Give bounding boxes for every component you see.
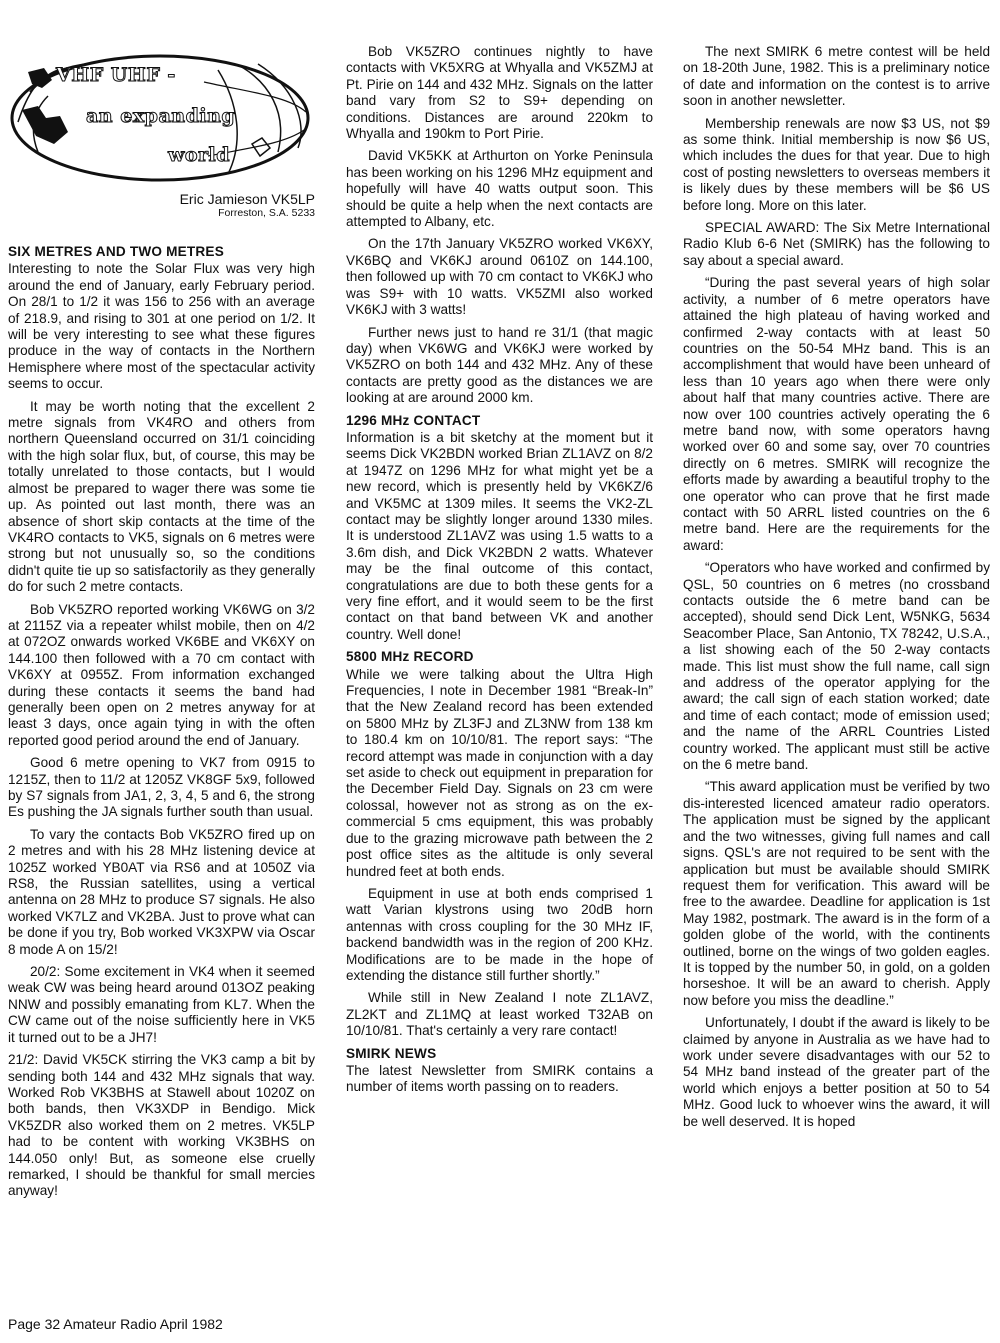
section-heading-5800-mhz: 5800 MHz RECORD [346, 649, 474, 665]
paragraph: Bob VK5ZRO continues nightly to have contacts with VK5XRG at Whyalla and VK5ZMJ at Pt. Pirie on 144 and 432 MHz. Signals on the latter band vary from S2 to S9+ depending on conditions. Distances are around 220km to Whyalla and 190km to Port Pirie. [346, 44, 653, 142]
column-logo [8, 52, 312, 184]
logo-line-1: VHF UHF - [56, 64, 176, 86]
paragraph: Information is a bit sketchy at the moment but it seems Dick VK2BDN worked Brian ZL1AVZ on 8/2 at 1947Z on 1296 MHz for what might yet be a new record, which is presently held by VK6KZ/6 and VK5MC at 1309 miles. It seems the VK2-ZL contact may be slightly longer around 1330 miles. It is understood ZL1AVZ was using 1.5 watts to a 3.6m dish, and Dick VK2BDN 2 watts. Whatever may be the final outcome of this contact, congratulations are due to both these gents for a very fine effort, and it would seem to be the first contact on that band between VK and another country. Well done! [346, 429, 653, 642]
author-name: Eric Jamieson VK5LP [179, 191, 315, 207]
column-2 [346, 44, 653, 1102]
paragraph: Further news just to hand re 31/1 (that magic day) when VK6WG and VK6KJ were worked by VK5ZRO on both 144 and 432 MHz. Any of these contacts are pretty good as the distances we are looking at are around 2000 km. [346, 324, 653, 406]
byline [150, 191, 315, 219]
paragraph: SPECIAL AWARD: The Six Metre International Radio Klub 6-6 Net (SMIRK) has the following to say about a special award. [683, 220, 990, 268]
logo-line-3: world [168, 144, 231, 166]
column-3 [683, 44, 990, 1136]
paragraph: While we were talking about the Ultra High Frequencies, I note in December 1981 “Break-In” that the New Zealand record has been extended on 5800 MHz by ZL3FJ and ZL3NW from 138 km to 180.4 km on 10/10/81. The report says: “The record attempt was made in conjunction with a day set aside to check out equipment in preparation for the December Field Day. Signals on 23 cm were colossal, however not as strong as on the ex-commercial 5 cms equipment, this was probably due to the grazing microwave path between the 2 post office sites as the altitude is only several hundred feet at both ends. [346, 666, 653, 879]
page-footer: Page 32 Amateur Radio April 1982 [8, 1316, 223, 1332]
author-location: Forreston, S.A. 5233 [218, 207, 315, 219]
paragraph: The latest Newsletter from SMIRK contains a number of items worth passing on to readers. [346, 1062, 653, 1095]
paragraph: Bob VK5ZRO reported working VK6WG on 3/2 at 2115Z via a repeater whilst mobile, then on 4/2 at 072OZ onwards worked VK6BE and VK6XY on 144.100 then followed with a 70 cm contact with VK6XY at 0955Z. From information exchanged during these contacts it seems the band had generally been open on 2 metres anyway for at least 3 days, once again tying in with the often reported good period around the end of January. [8, 601, 315, 748]
paragraph: “Operators who have worked and confirmed by QSL, 50 countries on 6 metres (no crossband contacts outside the 6 metre band can be accepted), should send Dick Lent, W5NKG, 5634 Seacomber Place, San Antonio, TX 78242, U.S.A., a list showing each of the 50 2-way contacts made. This list must show the full name, call sign and address of the operator applying for the award; the call sign of each station worked; date and time of each contact; mode of emission used; and the name of the ARRL Countries Listed country worked. The applicant must still be active on the 6 metre band. [683, 560, 990, 773]
paragraph: Equipment in use at both ends comprised 1 watt Varian klystrons using two 20dB horn antennas with cross coupling for the 30 MHz IF, backend bandwidth was in the region of 200 KHz. Modifications are to be made in the hope of extending the distance still further shortly.” [346, 885, 653, 983]
paragraph: “During the past several years of high solar activity, a number of 6 metre operators have attained the high plateau of having worked and confirmed 2-way contacts with at least 50 countries on the 50-54 MHz band. This is an accomplishment that would have been unheard of less than 10 years ago when there were only about half that many countries active. There are now over 100 countries actively operating the 6 metre band now, with some operators havng worked over 60 and some say, over 70 countries directly on 6 metres. SMIRK will recognize the efforts made by awarding a beautiful trophy to the one operator who can prove that he first made contact with 50 ARRL listed countries on the 6 metre band. Here are the requirements for the award: [683, 275, 990, 553]
paragraph: Membership renewals are now $3 US, not $9 as some think. Initial membership is now $6 US, which includes the dues for that year. Due to high cost of posting newsletters to overseas members it is likely dues by these members will be $6 US before long. More on this later. [683, 115, 990, 213]
paragraph: Good 6 metre opening to VK7 from 0915 to 1215Z, then to 11/2 at 1205Z VK8GF 5x9, followed by S7 signals from JA1, 2, 3, 4, 5 and 6, the strong Es pushing the JA signals further south than usual. [8, 755, 315, 820]
paragraph: David VK5KK at Arthurton on Yorke Peninsula has been working on his 1296 MHz equipment and hopefully will have 40 watts output soon. This should be quite a help when the next contacts are attempted to Albany, etc. [346, 148, 653, 230]
section-heading-smirk-news: SMIRK NEWS [346, 1045, 437, 1061]
paragraph: 20/2: Some excitement in VK4 when it seemed weak CW was being heard around 013OZ peaking NNW and possibly emanating from KL7. When the CW came out of the noise sufficiently here in VK5 it turned out to be a JH7! [8, 964, 315, 1045]
paragraph: On the 17th January VK5ZRO worked VK6XY, VK6BQ and VK6KJ around 0610Z on 144.100, then followed up with 70 cm contact to VK6KJ who was S9+ with 10 watts. VK5ZMI also worked VK6KJ with 3 watts! [346, 236, 653, 318]
paragraph: Interesting to note the Solar Flux was very high around the end of January, early February period. On 28/1 to 1/2 it was 156 to 256 with an average of 218.9, and rising to 301 at one period on 1/2. It will be very interesting to see what these figures produce in the way of contacts in the Northern Hemisphere where most of the spectacular activity seems to occur. [8, 261, 315, 392]
paragraph: The next SMIRK 6 metre contest will be held on 18-20th June, 1982. This is a preliminary notice of date and information on the contest is to arrive soon in another newsletter. [683, 44, 990, 109]
paragraph: “This award application must be verified by two dis-interested licenced amateur radio operators. The application must be signed by the applicant and the two witnesses, giving full names and call signs. QSL's are not required to be sent with the application but must be available should SMIRK request them for verification. This award will be free to the awardee. Deadline for application is 1st May 1982, postmark. The award is in the form of a golden globe of the world, with the continents outlined, borne on the wings of two golden eagles. It is topped by the number 50, in gold, on a golden horseshoe. It will be an award to cherish. Apply now before you miss the deadline.” [683, 779, 990, 1008]
column-1 [8, 244, 315, 1206]
paragraph: To vary the contacts Bob VK5ZRO fired up on 2 metres and with his 28 MHz listening device at 1025Z worked YB0AT via RS6 and at 1050Z via RS8, the Russian satellites, using a vertical antenna on 28 MHz to produce S7 signals. He also worked VK7LZ and VK2BA. Just to prove what can be done if you try, Bob worked VK3XPW via Oscar 8 mode A on 15/2! [8, 826, 315, 957]
section-heading-1296-mhz: 1296 MHz CONTACT [346, 412, 481, 428]
paragraph: Unfortunately, I doubt if the award is likely to be claimed by anyone in Australia as we have had to work under severe disadvantages with our 52 to 54 MHz band instead of the greater part of the world which enjoys a better position at 50 to 54 MHz. Good luck to whoever wins the award, it will be well deserved. It is hoped [683, 1015, 990, 1129]
section-heading-six-two-metres: SIX METRES AND TWO METRES [8, 244, 224, 259]
paragraph: It may be worth noting that the excellent 2 metre signals from VK4RO and others from northern Queensland occurred on 31/1 coinciding with the high solar flux, but, of course, this may be totally unrelated to those contacts, but I would almost be prepared to wager there was some tie up. As pointed out last month, there was an absence of short skip contacts at the time of the VK4RO contacts to VK5, signals on 6 metres were strong but not unusually so, so the conditions didn't quite tie up so satisfactorily as they generally do for such 2 metre contacts. [8, 398, 315, 595]
logo-line-2: an expanding [86, 105, 236, 127]
paragraph: 21/2: David VK5CK stirring the VK3 camp a bit by sending both 144 and 432 MHz signals that way. Worked Rob VK3BHS at Stawell about 1020Z on both bands, then VK3XDP in Bendigo. Mick VK5ZDR also worked them on 2 metres. VK5LP had to be content with working VK3BHS on 144.050 only! But, as someone else cruelly remarked, I should be thankful for small mercies anyway! [8, 1052, 315, 1199]
paragraph: While still in New Zealand I note ZL1AVZ, ZL2KT and ZL1MQ at least worked T32AB on 10/10/81. That's certainly a very rare contact! [346, 990, 653, 1039]
